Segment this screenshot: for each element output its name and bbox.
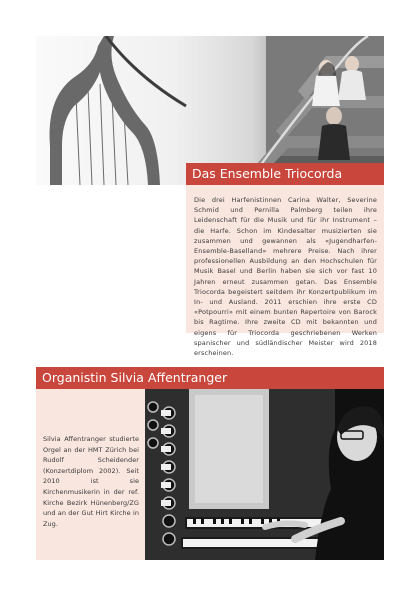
organist-title: Organistin Silvia Affentranger (36, 367, 384, 389)
ensemble-title: Das Ensemble Triocorda (186, 163, 384, 185)
organist-photo (145, 389, 384, 560)
organist-text-box (36, 389, 145, 560)
ensemble-body-text: Die drei Harfenistinnen Carina Walter, Severine Schmid und Pernilla Palmberg teilen ihre Leidenschaft für die Musik und für ihr Instrument – die Harfe. Schon im Kindesalter musizierten sie zusammen und gewannen als «Jugendharfen-Ensemble-Baselland» mehrere Preise. Nach ihrer professionellen Ausbildung an den Hochschulen für Musik Basel und Berlin haben sie sich vor fast 10 Jahren erneut zusammen getan. Das Ensemble Triocorda begeistert seitdem ihr Konzertpublikum im In- und Ausland. 2011 erschien ihre erste CD «Potpourri» mit einem bunten Repertoire von Barock bis Ragtime. Ihre zweite CD mit bekannten und eigens für Triocorda geschriebenen Werken spanischer und südländischer Meister wird 2018 erscheinen. (194, 196, 377, 358)
organist-body-text: Silvia Affentranger studierte Orgel an der HMT Zürich bei Rudolf Scheidender (Konzertdiplom 2002). Seit 2010 ist sie Kirchenmusikerin in der ref. Kirche Bezirk Hünenberg/ZG und an der Gut Hirt Kirche in Zug. (43, 435, 139, 528)
ensemble-text-box (186, 185, 384, 358)
